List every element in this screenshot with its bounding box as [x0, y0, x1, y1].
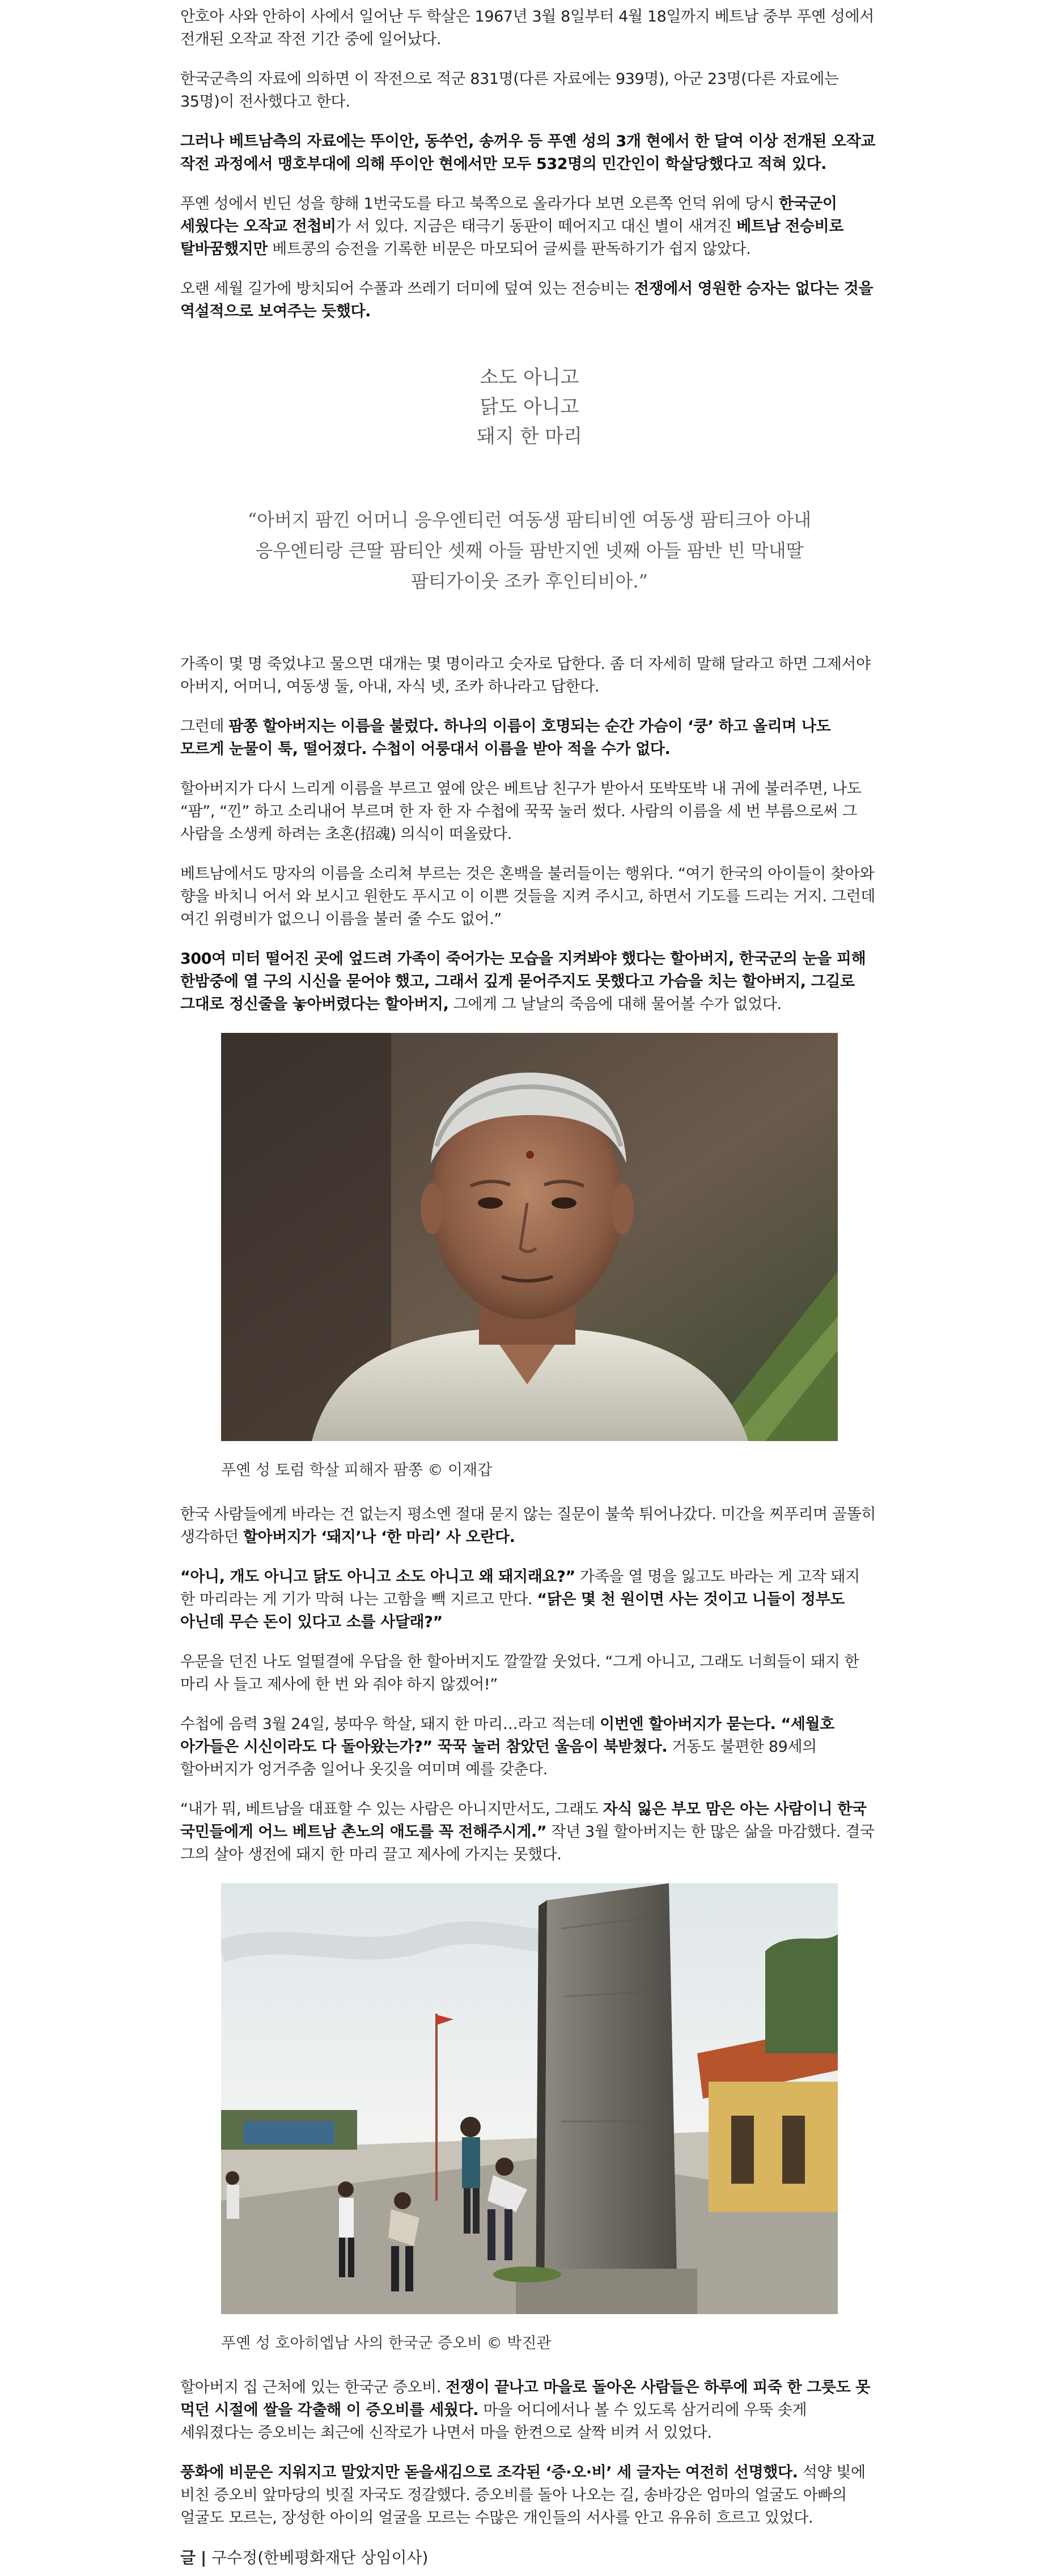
- paragraph: [180, 778, 879, 846]
- paragraph: [180, 1503, 879, 1549]
- paragraph: [180, 193, 879, 261]
- paragraph: [180, 1566, 879, 1634]
- paragraph-text: 할아버지가 다시 느리게 이름을 부르고 옆에 앉은 베트남 친구가 받아서 또박또박 내 귀에 불러주면, 나도 “팜”, “낀” 하고 소리내어 부르며 한 자 한 자 수첩에 꾹꾹 눌러 썼다. 사람의 이름을 세 번 부름으로써 그 사람을 소생케 하려는 초혼(招魂) 의식이 떠올랐다.: [180, 780, 862, 843]
- credit-name: 구수정(한베평화재단 상임이사): [211, 2548, 429, 2567]
- paragraph: [180, 1713, 879, 1781]
- bold-text: 풍화에 비문은 지워지고 말았지만 돋을새김으로 조각된 ‘증·오·비’ 세 글자는 여전히 선명했다.: [180, 2464, 798, 2481]
- paragraph: [180, 2461, 879, 2530]
- paragraph: [180, 68, 879, 113]
- bold-text: 전쟁이 끝나고 마을로 돌아온 사람들은 하루에 피죽 한 그릇도 못 먹던 시절에 쌀을 각출해 이 증오비를 세웠다.: [180, 2379, 870, 2419]
- paragraph-text: 그런데: [180, 718, 229, 735]
- paragraph-text: 마을 어디에서나 볼 수 있도록 삼거리에 우뚝 솟게 세워졌다는 증오비는 최근에 신작로가 나면서 마을 한켠으로 살짝 비켜 서 있었다.: [180, 2401, 807, 2442]
- credit-label: 글: [180, 2548, 196, 2567]
- names-quote: “아버지 팜낀 어머니 응우엔티런 여동생 팜티비엔 여동생 팜티크아 아내 응우엔티랑 큰딸 팜티안 셋째 아들 팜반지엔 넷째 아들 팜반 빈 막내딸 팜티가이웃 조카 후인티비아.”: [247, 509, 812, 592]
- figure-monument: [180, 1883, 879, 2355]
- paragraph-text: 한국 사람들에게 바라는 건 없는지 평소엔 절대 묻지 않는 질문이 불쑥 튀어나갔다. 미간을 찌푸리며 골똘히 생각하던: [180, 1506, 876, 1546]
- paragraph-text: 할아버지 집 근처에 있는 한국군 증오비.: [180, 2379, 446, 2396]
- poem-line: 소도 아니고: [480, 366, 579, 389]
- paragraph-text: 그에게 그 날날의 죽음에 대해 물어볼 수가 없었다.: [448, 995, 782, 1013]
- paragraph-text: 석양 빛에 비친 증오비 앞마당의 빗질 자국도 정갈했다. 증오비를 돌아 나오는 길, 송바강은 엄마의 얼굴도 아빠의 얼굴도 모르는, 장성한 아이의 얼굴을 모르는 수많은 개인들의 서사를 안고 유유히 흐르고 있었다.: [180, 2464, 866, 2527]
- author-credit: [180, 2547, 879, 2569]
- paragraph: [180, 863, 879, 931]
- photo-caption: 푸옌 성 토럼 학살 피해자 팜쫑 © 이재갑: [221, 1461, 493, 1479]
- bold-text: 할아버지가 ‘돼지’나 ‘한 마리’ 사 오란다.: [243, 1528, 515, 1546]
- article-column: [180, 6, 879, 2569]
- paragraph-text: “내가 뭐, 베트남을 대표할 수 있는 사람은 아니지만서도, 그래도: [180, 1800, 603, 1818]
- paragraph-text: 오랜 세월 길가에 방치되어 수풀과 쓰레기 더미에 덮여 있는 전승비는: [180, 280, 634, 298]
- bold-text: 팜쫑 할아버지는 이름을 불렀다. 하나의 이름이 호명되는 순간 가슴이 ‘쿵’ 하고 올리며 나도 모르게 눈물이 툭, 떨어졌다. 수첩이 어룽대서 이름을 받아 적을 수가 없다.: [180, 718, 831, 758]
- bold-text: 그러나 베트남측의 자료에는 뚜이안, 동쑤언, 송꺼우 등 푸옌 성의 3개 현에서 한 달여 이상 전개된 오작교 작전 과정에서 맹호부대에 의해 뚜이안 현에서만 모두 532명의 민간인이 학살당했다고 적혀 있다.: [180, 133, 876, 173]
- bold-text: 전쟁에서 영원한 승자는 없다는 것을 역설적으로 보여주는 듯했다.: [180, 280, 874, 320]
- monument-photo: [221, 1883, 838, 2314]
- paragraph: [180, 278, 879, 323]
- bold-text: “닭은 몇 천 원이면 사는 것이고 니들이 정부도 아닌데 무슨 돈이 있다고 소를 사달래?”: [180, 1591, 845, 1631]
- paragraph: [180, 2376, 879, 2444]
- portrait-photo: [221, 1033, 838, 1441]
- hatred-monument-image: [221, 1883, 838, 2314]
- paragraph-text: 가족을 열 명을 잃고도 바라는 게 고작 돼지 한 마리라는 게 기가 막혀 나는 고함을 빽 지르고 만다.: [180, 1568, 860, 1608]
- paragraph-text: 안호아 사와 안하이 사에서 일어난 두 학살은 1967년 3월 8일부터 4월 18일까지 베트남 중부 푸옌 성에서 전개된 오작교 작전 기간 중에 일어났다.: [180, 8, 874, 48]
- poem-block: [180, 363, 879, 505]
- paragraph-text: 수첩에 음력 3월 24일, 붕따우 학살, 돼지 한 마리…라고 적는데: [180, 1715, 600, 1733]
- paragraph: [180, 715, 879, 761]
- bold-text: 300여 미터 떨어진 곳에 엎드려 가족이 죽어가는 모습을 지켜봐야 했다는 할아버지, 한국군의 눈을 피해 한밤중에 열 구의 시신을 묻어야 했고, 그래서 깊게 묻어주지도 못했다고 가슴을 치는 할아버지, 그길로 그대로 정신줄을 놓아버렸다는 할아버지,: [180, 950, 866, 1013]
- paragraph-text: 작년 3월 할아버지는 한 많은 삶을 마감했다. 결국 그의 살아 생전에 돼지 한 마리 끌고 제사에 가지는 못했다.: [180, 1823, 875, 1863]
- credit-separator: |: [200, 2548, 207, 2567]
- bold-text: “아니, 개도 아니고 닭도 아니고 소도 아니고 왜 돼지래요?”: [180, 1568, 575, 1586]
- bold-text: 베트남 전승비로 탈바꿈했지만: [180, 218, 843, 258]
- poem-line: 닭도 아니고: [480, 396, 579, 418]
- poem-line: 돼지 한 마리: [477, 425, 582, 448]
- paragraph: [180, 653, 879, 698]
- paragraph-text: 거동도 불편한 89세의 할아버지가 엉거주춤 일어나 옷깃을 여미며 예를 갖춘다.: [180, 1738, 817, 1778]
- bold-text: 이번엔 할아버지가 묻는다. “세월호 아가들은 시신이라도 다 돌아왔는가?” 꾹꾹 눌러 참았던 울음이 북받쳤다.: [180, 1715, 834, 1756]
- paragraph-bold: [180, 130, 879, 176]
- paragraph-text: 베트콩의 승전을 기록한 비문은 마모되어 글씨를 판독하기가 쉽지 않았다.: [268, 240, 751, 258]
- paragraph-text: 우문을 던진 나도 얼떨결에 우답을 한 할아버지도 깔깔깔 웃었다. “그게 아니고, 그래도 너희들이 돼지 한 마리 사 들고 제사에 한 번 와 줘야 하지 않겠어!”: [180, 1653, 859, 1693]
- photo-caption: 푸옌 성 호아히엡남 사의 한국군 증오비 © 박진관: [221, 2334, 552, 2352]
- elderly-man-portrait-image: [221, 1033, 838, 1441]
- paragraph: [180, 1651, 879, 1696]
- paragraph: [180, 1798, 879, 1866]
- paragraph-text: 가족이 몇 명 죽었냐고 물으면 대개는 몇 명이라고 숫자로 답한다. 좀 더 자세히 말해 달라고 하면 그제서야 아버지, 어머니, 여동생 둘, 아내, 자식 넷, 조카 하나라고 답한다.: [180, 655, 871, 696]
- figure-portrait: [180, 1033, 879, 1482]
- paragraph-text: 푸옌 성에서 빈딘 성을 향해 1번국도를 타고 북쪽으로 올라가다 보면 오른쪽 언덕 위에 당시: [180, 195, 779, 213]
- paragraph: [180, 6, 879, 51]
- paragraph-text: 베트남에서도 망자의 이름을 소리쳐 부르는 것은 혼백을 불러들이는 행위다. “여기 한국의 아이들이 찾아와 향을 바치니 어서 와 보시고 원한도 푸시고 이 이쁜 것들을 지켜 주시고, 하면서 기도를 드리는 거지. 그런데 여긴 위령비가 없으니 이름을 불러 줄 수도 없어.”: [180, 865, 875, 928]
- bold-text: 한국군이 세웠다는 오작교 전첩비: [180, 195, 837, 235]
- bold-text: 자식 잃은 부모 맘은 아는 사람이니 한국 국민들에게 어느 베트남 촌노의 애도를 꼭 전해주시게.”: [180, 1800, 867, 1841]
- paragraph-text: 가 서 있다. 지금은 태극기 동판이 떼어지고 대신 별이 새겨진: [336, 218, 737, 235]
- paragraph: [180, 948, 879, 1016]
- paragraph-text: 한국군측의 자료에 의하면 이 작전으로 적군 831명(다른 자료에는 939명), 아군 23명(다른 자료에는 35명)이 전사했다고 한다.: [180, 70, 839, 111]
